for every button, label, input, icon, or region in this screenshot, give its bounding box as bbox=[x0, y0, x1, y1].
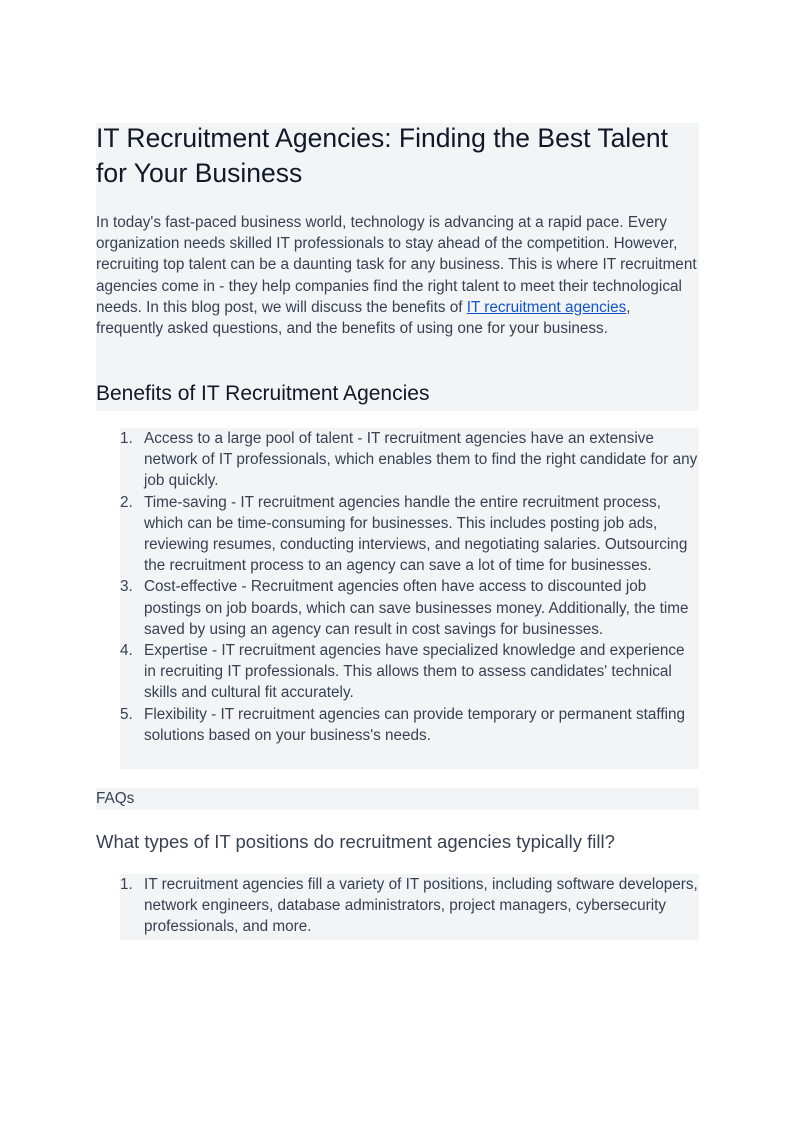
list-item bbox=[120, 428, 699, 492]
faqs-label: FAQs bbox=[96, 790, 135, 807]
list-item-number: 5. bbox=[120, 705, 133, 723]
faq-answer-list bbox=[120, 874, 699, 938]
intro-text-start: In today's fast-paced business world, technology is advancing at a rapid pace. Every organization needs skilled IT professionals to stay ahead of the competition. However, recruiting top talent can be a daunting task for any business. This is where IT recruitment agencies come in - they help companies find the right talent to meet their technological needs. In this blog post, we will discuss the benefits of bbox=[96, 214, 697, 316]
list-item bbox=[120, 704, 699, 746]
list-item-text: Time-saving - IT recruitment agencies handle the entire recruitment process, which can be time-consuming for businesses. This includes posting job ads, reviewing resumes, conducting interviews, and negotiating salaries. Outsourcing the recruitment process to an agency can save a lot of time for businesses. bbox=[144, 493, 688, 575]
list-item bbox=[120, 874, 699, 938]
intro-text-end: , frequently asked questions, and the benefits of using one for your business. bbox=[96, 298, 631, 338]
benefits-heading: Benefits of IT Recruitment Agencies bbox=[96, 382, 430, 405]
list-item-number: 2. bbox=[120, 493, 133, 511]
page-title: IT Recruitment Agencies: Finding the Best Talent for Your Business bbox=[96, 123, 669, 188]
list-item-text: Flexibility - IT recruitment agencies can provide temporary or permanent staffing solutions based on your business's needs. bbox=[144, 705, 686, 744]
list-item bbox=[120, 492, 699, 577]
intro-paragraph bbox=[96, 212, 699, 339]
list-item-text: Access to a large pool of talent - IT recruitment agencies have an extensive network of IT professionals, which enables them to find the right candidate for any job quickly. bbox=[144, 430, 698, 490]
list-item-text: Expertise - IT recruitment agencies have specialized knowledge and experience in recruiting IT professionals. This allows them to assess candidates' technical skills and cultural fit accurately. bbox=[144, 642, 685, 702]
it-recruitment-agencies-link[interactable]: IT recruitment agencies bbox=[466, 298, 627, 316]
list-item bbox=[120, 640, 699, 704]
list-item bbox=[120, 576, 699, 640]
faq-question-heading: What types of IT positions do recruitment agencies typically fill? bbox=[96, 831, 615, 852]
list-item-number: 1. bbox=[120, 876, 133, 893]
list-item-text: IT recruitment agencies fill a variety of IT positions, including software developers, network engineers, database administrators, project managers, cybersecurity professionals, and more. bbox=[144, 876, 698, 936]
list-item-number: 1. bbox=[120, 430, 133, 447]
list-item-number: 3. bbox=[120, 578, 133, 596]
benefits-list bbox=[120, 428, 699, 746]
list-item-number: 4. bbox=[120, 642, 133, 660]
list-item-text: Cost-effective - Recruitment agencies often have access to discounted job postings on job boards, which can save businesses money. Additionally, the time saved by using an agency can result in cost savings for businesses. bbox=[144, 578, 689, 638]
